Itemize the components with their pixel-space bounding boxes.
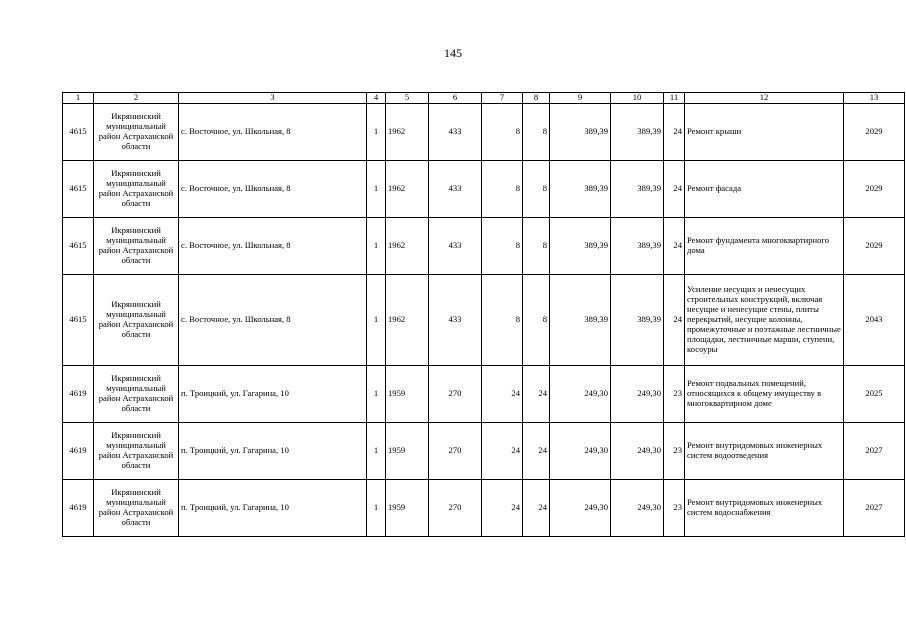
- table-cell: 8: [523, 275, 550, 366]
- year-cell: 1959: [386, 423, 429, 480]
- table-cell: 8: [482, 161, 523, 218]
- table-cell: 24: [482, 480, 523, 537]
- table-row: [63, 275, 905, 366]
- plan-year-cell: 2027: [844, 423, 905, 480]
- table-row: [63, 218, 905, 275]
- table-cell: 24: [482, 423, 523, 480]
- address-cell: п. Троицкий, ул. Гагарина, 10: [179, 423, 367, 480]
- district-cell: Икрянинский муниципальный район Астраханской области: [94, 480, 179, 537]
- plan-year-cell: 2043: [844, 275, 905, 366]
- column-header: 10: [611, 93, 664, 104]
- address-cell: п. Троицкий, ул. Гагарина, 10: [179, 480, 367, 537]
- column-header: 4: [367, 93, 386, 104]
- year-cell: 1959: [386, 480, 429, 537]
- table-cell: 270: [429, 480, 482, 537]
- year-cell: 1962: [386, 218, 429, 275]
- address-cell: с. Восточное, ул. Школьная, 8: [179, 275, 367, 366]
- work-type-cell: Ремонт крыши: [685, 104, 844, 161]
- table-cell: 389,39: [550, 161, 611, 218]
- column-header: 7: [482, 93, 523, 104]
- table-cell: 433: [429, 104, 482, 161]
- column-header: 9: [550, 93, 611, 104]
- house-id-cell: 4619: [63, 423, 94, 480]
- house-id-cell: 4619: [63, 366, 94, 423]
- table-cell: 249,30: [550, 480, 611, 537]
- year-cell: 1962: [386, 104, 429, 161]
- year-cell: 1962: [386, 161, 429, 218]
- table-cell: 8: [482, 275, 523, 366]
- table-cell: 24: [523, 480, 550, 537]
- address-cell: п. Троицкий, ул. Гагарина, 10: [179, 366, 367, 423]
- work-type-cell: Ремонт подвальных помещений, относящихся к общему имуществу в многоквартирном доме: [685, 366, 844, 423]
- table-cell: 8: [523, 104, 550, 161]
- plan-year-cell: 2029: [844, 161, 905, 218]
- house-id-cell: 4615: [63, 161, 94, 218]
- column-header: 8: [523, 93, 550, 104]
- year-cell: 1962: [386, 275, 429, 366]
- table-cell: 1: [367, 218, 386, 275]
- plan-year-cell: 2027: [844, 480, 905, 537]
- district-cell: Икрянинский муниципальный район Астраханской области: [94, 275, 179, 366]
- address-cell: с. Восточное, ул. Школьная, 8: [179, 161, 367, 218]
- table-cell: 1: [367, 275, 386, 366]
- table-cell: 389,39: [611, 218, 664, 275]
- work-type-cell: Ремонт внутридомовых инженерных систем водоотведения: [685, 423, 844, 480]
- house-id-cell: 4615: [63, 104, 94, 161]
- work-type-cell: Ремонт фундамента многоквартирного дома: [685, 218, 844, 275]
- table-cell: 1: [367, 366, 386, 423]
- district-cell: Икрянинский муниципальный район Астраханской области: [94, 161, 179, 218]
- work-type-cell: Ремонт внутридомовых инженерных систем водоснабжения: [685, 480, 844, 537]
- column-header: 2: [94, 93, 179, 104]
- table-row: [63, 480, 905, 537]
- table-cell: 8: [482, 104, 523, 161]
- table-cell: 24: [664, 275, 685, 366]
- table-cell: 270: [429, 366, 482, 423]
- table-row: [63, 366, 905, 423]
- table-cell: 249,30: [550, 423, 611, 480]
- table-cell: 433: [429, 161, 482, 218]
- table-cell: 270: [429, 423, 482, 480]
- table-cell: 24: [523, 423, 550, 480]
- table-cell: 249,30: [611, 366, 664, 423]
- district-cell: Икрянинский муниципальный район Астраханской области: [94, 218, 179, 275]
- work-type-cell: Ремонт фасада: [685, 161, 844, 218]
- table-cell: 389,39: [550, 218, 611, 275]
- table-cell: 433: [429, 275, 482, 366]
- table-cell: 23: [664, 366, 685, 423]
- address-cell: с. Восточное, ул. Школьная, 8: [179, 104, 367, 161]
- table-cell: 23: [664, 423, 685, 480]
- table-cell: 389,39: [611, 104, 664, 161]
- table-cell: 1: [367, 104, 386, 161]
- column-header: 6: [429, 93, 482, 104]
- table-row: [63, 104, 905, 161]
- table-cell: 8: [523, 161, 550, 218]
- column-header: 12: [685, 93, 844, 104]
- table-cell: 1: [367, 423, 386, 480]
- table-cell: 1: [367, 161, 386, 218]
- table-cell: 23: [664, 480, 685, 537]
- column-header: 13: [844, 93, 905, 104]
- table-cell: 249,30: [611, 423, 664, 480]
- table-cell: 389,39: [550, 104, 611, 161]
- table-cell: 24: [664, 218, 685, 275]
- house-id-cell: 4619: [63, 480, 94, 537]
- table-cell: 8: [523, 218, 550, 275]
- table-row: [63, 161, 905, 218]
- column-header: 11: [664, 93, 685, 104]
- column-header: 5: [386, 93, 429, 104]
- table-cell: 1: [367, 480, 386, 537]
- column-header: 3: [179, 93, 367, 104]
- district-cell: Икрянинский муниципальный район Астраханской области: [94, 366, 179, 423]
- page-number: 145: [444, 46, 462, 60]
- table-cell: 8: [482, 218, 523, 275]
- table-cell: 249,30: [611, 480, 664, 537]
- table-cell: 389,39: [611, 161, 664, 218]
- column-header: 1: [63, 93, 94, 104]
- table-cell: 24: [523, 366, 550, 423]
- address-cell: с. Восточное, ул. Школьная, 8: [179, 218, 367, 275]
- table-cell: 389,39: [611, 275, 664, 366]
- header-row: [63, 93, 905, 104]
- district-cell: Икрянинский муниципальный район Астраханской области: [94, 104, 179, 161]
- house-id-cell: 4615: [63, 218, 94, 275]
- district-cell: Икрянинский муниципальный район Астраханской области: [94, 423, 179, 480]
- table-cell: 433: [429, 218, 482, 275]
- plan-year-cell: 2029: [844, 218, 905, 275]
- house-id-cell: 4615: [63, 275, 94, 366]
- plan-year-cell: 2025: [844, 366, 905, 423]
- table-cell: 24: [664, 104, 685, 161]
- table-row: [63, 423, 905, 480]
- table-cell: 24: [664, 161, 685, 218]
- table-cell: 24: [482, 366, 523, 423]
- work-type-cell: Усиление несущих и ненесущих строительных конструкций, включая несущие и ненесущие стены, плиты перекрытий, несущие колонны, промежуточные и поэтажные лестничные площадки, лестничные марши, ступени, косоуры: [685, 275, 844, 366]
- plan-year-cell: 2029: [844, 104, 905, 161]
- register-table: [62, 92, 905, 537]
- table-cell: 389,39: [550, 275, 611, 366]
- year-cell: 1959: [386, 366, 429, 423]
- table-cell: 249,30: [550, 366, 611, 423]
